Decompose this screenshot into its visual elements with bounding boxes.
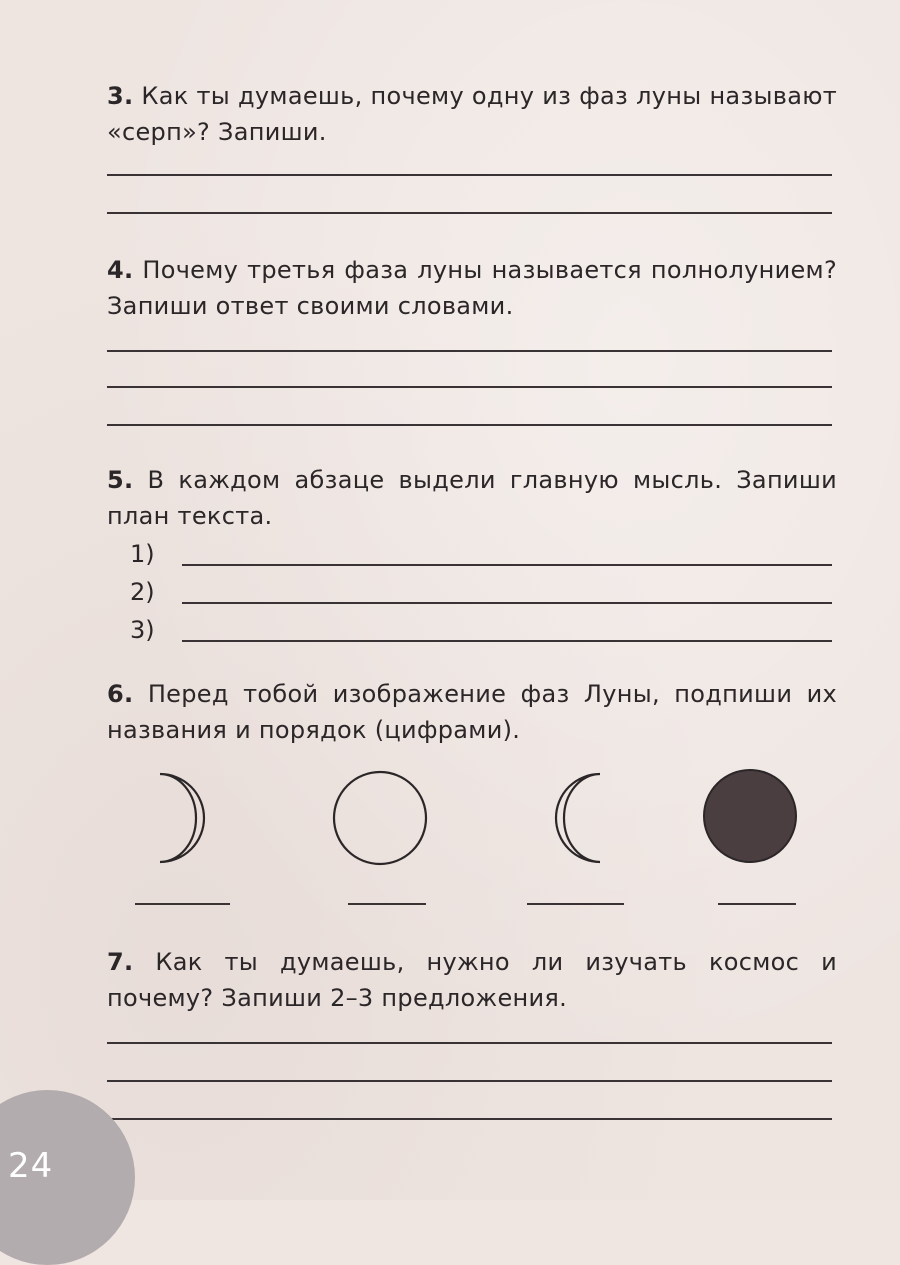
task-6	[107, 676, 837, 748]
answer-line[interactable]	[107, 174, 832, 176]
new-moon-filled-icon	[700, 768, 800, 868]
plan-item-number: 3)	[130, 616, 155, 644]
plan-item	[130, 612, 832, 648]
phase-label-line[interactable]	[527, 903, 624, 905]
full-outline-icon	[328, 768, 432, 872]
plan-item	[130, 574, 832, 610]
task-number: 5.	[107, 466, 134, 494]
task-3	[107, 78, 837, 150]
task-4	[107, 252, 837, 324]
answer-line[interactable]	[107, 1118, 832, 1120]
task-text: Почему третья фаза луны называется полнолунием? Запиши ответ своими словами.	[107, 256, 837, 320]
task-text: В каждом абзаце выдели главную мысль. Запиши план текста.	[107, 466, 837, 530]
answer-line[interactable]	[182, 602, 832, 604]
answer-line[interactable]	[107, 212, 832, 214]
answer-line[interactable]	[182, 640, 832, 642]
plan-item	[130, 536, 832, 572]
task-number: 3.	[107, 82, 134, 110]
task-number: 7.	[107, 948, 134, 976]
task-7	[107, 944, 837, 1016]
answer-line[interactable]	[107, 1042, 832, 1044]
task-number: 4.	[107, 256, 134, 284]
answer-line[interactable]	[107, 424, 832, 426]
phase-label-line[interactable]	[718, 903, 796, 905]
waning-crescent-icon	[140, 768, 240, 868]
phase-label-line[interactable]	[348, 903, 426, 905]
task-text: Как ты думаешь, нужно ли изучать космос и почему? Запиши 2–3 предложения.	[107, 948, 837, 1012]
answer-line[interactable]	[182, 564, 832, 566]
task-5	[107, 462, 837, 534]
task-text: Как ты думаешь, почему одну из фаз луны называют «серп»? Запиши.	[107, 82, 837, 146]
phase-label-line[interactable]	[135, 903, 230, 905]
answer-line[interactable]	[107, 386, 832, 388]
plan-item-number: 2)	[130, 578, 155, 606]
answer-line[interactable]	[107, 350, 832, 352]
task-number: 6.	[107, 680, 134, 708]
waxing-crescent-icon	[520, 768, 620, 868]
answer-line[interactable]	[107, 1080, 832, 1082]
task-text: Перед тобой изображение фаз Луны, подпиши их названия и порядок (цифрами).	[107, 680, 837, 744]
plan-item-number: 1)	[130, 540, 155, 568]
page-number: 24	[8, 1146, 54, 1186]
